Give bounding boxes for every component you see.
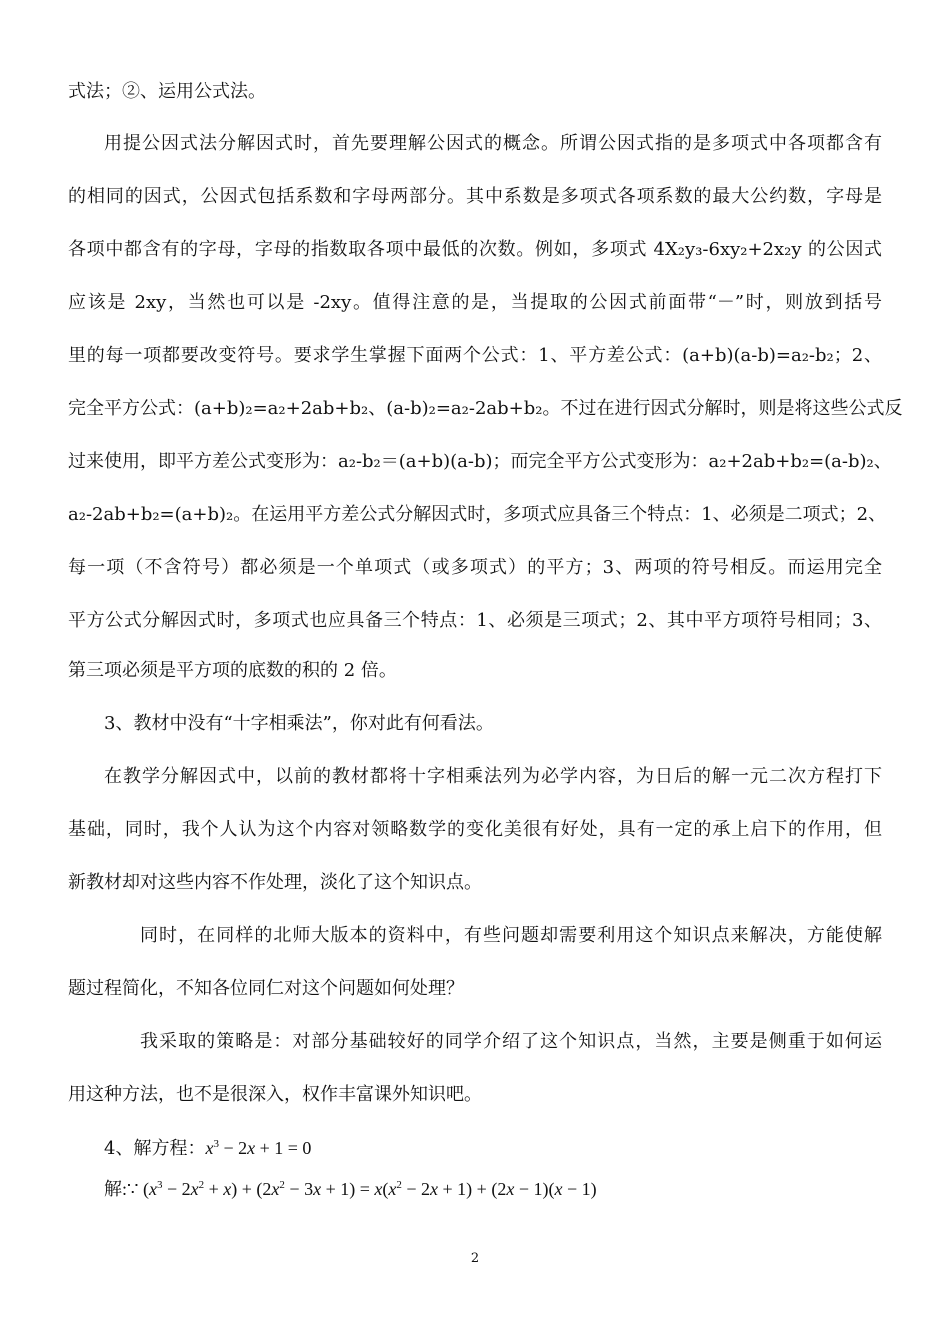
because-symbol: ∵ <box>127 1179 139 1199</box>
math-text: − 2 <box>162 1179 191 1199</box>
question-4 <box>104 1136 311 1161</box>
math-var: x <box>271 1179 280 1199</box>
paragraph-line: 我采取的策略是：对部分基础较好的同学介绍了这个知识点，当然，主要是侧重于如何运 <box>140 1031 882 1052</box>
math-var: x <box>374 1179 383 1199</box>
math-text: : <box>122 1179 128 1199</box>
math-var: x <box>554 1179 563 1199</box>
math-var: x <box>190 1179 199 1199</box>
paragraph-line: 里的每一项都要改变符号。要求学生掌握下面两个公式：1、平方差公式：(a+b)(a-b)=a₂-b₂；2、 <box>68 345 882 366</box>
math-text: − 3 <box>284 1179 314 1199</box>
math-text: − 2 <box>401 1179 431 1199</box>
math-var: x <box>388 1179 397 1199</box>
math-text: + 1) + (2 <box>438 1179 507 1199</box>
math-exponent: 2 <box>396 1179 402 1191</box>
paragraph-line: 式法；②、运用公式法。 <box>68 81 266 102</box>
paragraph-line: 平方公式分解因式时，多项式也应具备三个特点：1、必须是三项式；2、其中平方项符号相同；3、 <box>68 610 882 631</box>
page-number: 2 <box>470 1251 480 1266</box>
paragraph-line: 同时，在同样的北师大版本的资料中，有些问题却需要利用这个知识点来解决，方能使解 <box>140 925 882 946</box>
math-text: ( <box>138 1179 149 1199</box>
math-text: ) + (2 <box>231 1179 272 1199</box>
math-exponent: 2 <box>279 1179 285 1191</box>
math-text: − 1)( <box>514 1179 555 1199</box>
math-exponent: 3 <box>213 1138 219 1150</box>
math-exponent: 3 <box>156 1179 163 1191</box>
paragraph-line: 题过程简化，不知各位同仁对这个问题如何处理？ <box>68 978 464 999</box>
math-text: + <box>204 1179 224 1199</box>
math-text: − 1) <box>562 1179 597 1199</box>
solution-equation <box>122 1179 597 1199</box>
paragraph-line: a₂-2ab+b₂=(a+b)₂。在运用平方差公式分解因式时，多项式应具备三个特点：1、必须是二项式；2、 <box>68 504 887 525</box>
question-4-label: 4、解方程： <box>104 1138 206 1159</box>
math-var: x <box>247 1138 256 1158</box>
math-text: + 1) = <box>321 1179 375 1199</box>
math-text: ( <box>382 1179 389 1199</box>
math-text: − 2 <box>218 1138 248 1158</box>
paragraph-line: 基础，同时，我个人认为这个内容对领略数学的变化美很有好处，具有一定的承上启下的作用，但 <box>68 819 882 840</box>
paragraph-line: 完全平方公式：(a+b)₂=a₂+2ab+b₂、(a-b)₂=a₂-2ab+b₂。不过在进行因式分解时，则是将这些公式反 <box>68 398 903 419</box>
paragraph-line: 过来使用，即平方差公式变形为：a₂-b₂＝(a+b)(a-b)；而完全平方公式变形为：a₂+2ab+b₂=(a-b)₂、 <box>68 451 892 472</box>
paragraph-line: 的相同的因式，公因式包括系数和字母两部分。其中系数是多项式各项系数的最大公约数，字母是 <box>68 186 882 207</box>
paragraph-line: 用这种方法，也不是很深入，权作丰富课外知识吧。 <box>68 1084 482 1105</box>
paragraph-line: 新教材却对这些内容不作处理，淡化了这个知识点。 <box>68 872 482 893</box>
paragraph-line: 每一项（不含符号）都必须是一个单项式（或多项式）的平方；3、两项的符号相反。而运用完全 <box>68 557 882 578</box>
math-text: + 1 = 0 <box>255 1138 312 1158</box>
paragraph-line: 第三项必须是平方项的底数的积的 2 倍。 <box>68 660 397 681</box>
math-var: x <box>223 1179 232 1199</box>
math-var: x <box>205 1138 214 1158</box>
math-var: x <box>430 1179 439 1199</box>
equation <box>205 1138 311 1158</box>
math-var: x <box>313 1179 322 1199</box>
solution-label: 解 <box>104 1179 122 1200</box>
section-heading: 3、教材中没有“十字相乘法”，你对此有何看法。 <box>104 713 494 734</box>
math-var: x <box>148 1179 157 1199</box>
paragraph-line: 应该是 2xy，当然也可以是 -2xy。值得注意的是，当提取的公因式前面带“－”时，则放到括号 <box>68 292 882 313</box>
paragraph-line: 各项中都含有的字母，字母的指数取各项中最低的次数。例如，多项式 4X₂y₃-6xy₂+2x₂y 的公因式 <box>68 239 882 260</box>
math-var: x <box>506 1179 515 1199</box>
paragraph-line: 在教学分解因式中，以前的教材都将十字相乘法列为必学内容，为日后的解一元二次方程打下 <box>104 766 882 787</box>
paragraph-line: 用提公因式法分解因式时，首先要理解公因式的概念。所谓公因式指的是多项式中各项都含有 <box>104 133 882 154</box>
solution-line <box>104 1177 597 1202</box>
math-exponent: 2 <box>198 1179 205 1191</box>
